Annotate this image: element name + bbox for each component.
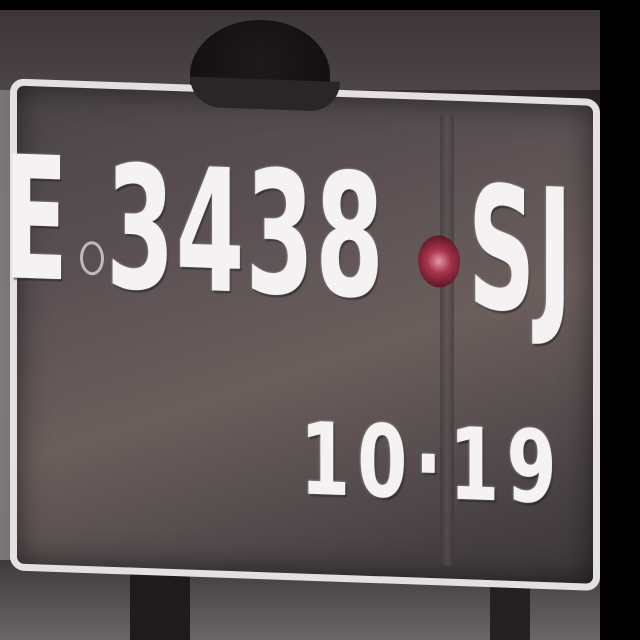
image-border-top bbox=[0, 0, 640, 10]
plate-notch bbox=[190, 77, 340, 112]
plate-region-code: E bbox=[4, 120, 71, 321]
plate-rivet-icon bbox=[80, 241, 104, 276]
plate-expiry: 10·19 bbox=[300, 400, 564, 527]
license-plate bbox=[0, 70, 600, 591]
red-reflector-icon bbox=[418, 235, 460, 288]
plate-suffix: SJ bbox=[468, 150, 575, 353]
plate-number: 3438 bbox=[106, 129, 386, 338]
image-border-right bbox=[600, 0, 640, 640]
